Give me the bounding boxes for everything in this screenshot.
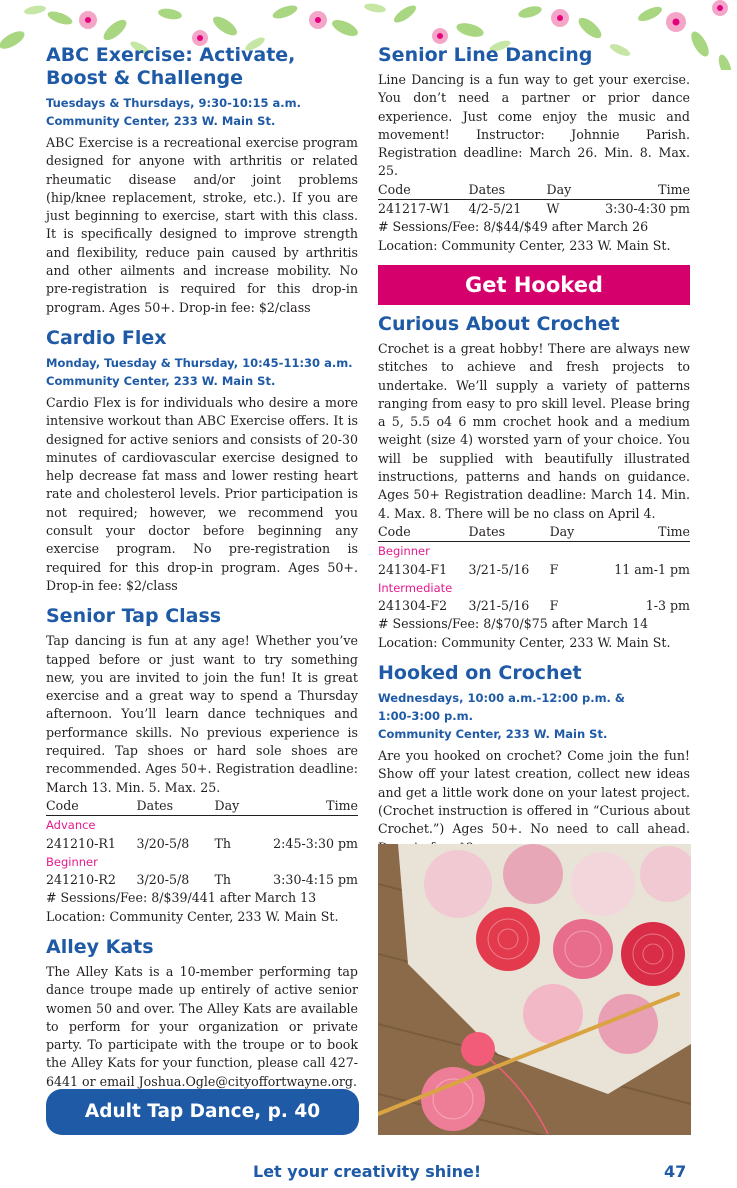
footer-tagline: Let your creativity shine! (253, 1162, 482, 1181)
cell-dates: 4/2-5/21 (468, 201, 522, 217)
cardio-flex-title: Cardio Flex (46, 326, 167, 349)
col-day: Day (550, 523, 603, 542)
hooked-crochet-schedule-afternoon: 1:00-3:00 p.m. (378, 709, 473, 724)
curious-crochet-description: Crochet is a great hobby! There are always new stitches to achieve and fresh projects to undertake. We’ll supply a variety of patterns ranging from easy to pro skill level. Please bring a 5, 5.5 o4 6 mm crochet hook and a medium weight (size 4) worsted yarn of your choice. You will be supplied with beautifully illustrated instructions, patterns and hands on guidance. Ages 50+ Registration deadline: March 14. Min. 4. Max. 8. There will be no class on April 4. (378, 340, 690, 521)
hooked-crochet-schedule: Wednesdays, 10:00 a.m.-12:00 p.m. & (378, 691, 625, 706)
hooked-crochet-section (378, 662, 690, 857)
cell-code: 241304-F1 (378, 561, 448, 577)
page-footer (0, 1159, 737, 1185)
hooked-crochet-location: Community Center, 233 W. Main St. (378, 727, 608, 742)
line-dancing-description: Line Dancing is a fun way to get your exercise. You don’t need a partner or prior dance experience. Just come enjoy the music and movement! Instructor: Johnnie Parish. Registration deadline: March 26. Min. 8. Max. 25. (378, 72, 690, 179)
cell-dates: 3/21-5/16 (468, 561, 530, 577)
curious-crochet-title: Curious About Crochet (378, 312, 620, 335)
line-dancing-schedule-table (378, 181, 690, 219)
get-hooked-banner: Get Hooked (378, 265, 690, 305)
right-column (378, 44, 690, 867)
cell-dates: 3/20-5/8 (136, 872, 190, 888)
cell-code: 241304-F2 (378, 598, 448, 614)
cardio-flex-section (46, 327, 358, 595)
left-column (46, 44, 358, 1101)
hooked-crochet-title: Hooked on Crochet (378, 662, 582, 685)
alley-kats-section (46, 936, 358, 1091)
cardio-flex-schedule: Monday, Tuesday & Thursday, 10:45-11:30 a.m. (46, 355, 353, 370)
col-code: Code (378, 523, 468, 542)
level-label: Advance (46, 818, 96, 833)
col-code: Code (46, 797, 136, 816)
curious-crochet-location: Location: Community Center, 233 W. Main St. (378, 634, 671, 650)
senior-tap-location: Location: Community Center, 233 W. Main St. (46, 908, 339, 924)
col-code: Code (378, 181, 468, 200)
table-row (46, 835, 358, 853)
cell-time: 11 am-1 pm (614, 561, 690, 577)
table-header-row (46, 797, 358, 816)
col-day: Day (214, 797, 258, 816)
cell-code: 241217-W1 (378, 201, 451, 217)
line-dancing-location: Location: Community Center, 233 W. Main St. (378, 237, 671, 253)
hooked-crochet-meta (378, 689, 690, 743)
senior-tap-description: Tap dancing is fun at any age! Whether you’ve tapped before or just want to try something new, you are invited to join the fun! It is great exercise and a great way to spend a Thursday afternoon. You’ll learn dance techniques and performance skills. No previous experience is required. Tap shoes or hard sole shoes are recommended. Ages 50+. Registration deadline: March 13. Min. 5. Max. 25. (46, 633, 358, 795)
senior-tap-section (46, 605, 358, 926)
cell-day: F (549, 598, 559, 614)
cell-code: 241210-R2 (46, 872, 116, 888)
line-dancing-fee: # Sessions/Fee: 8/$44/$49 after March 26 (378, 219, 649, 235)
col-time: Time (258, 797, 358, 816)
table-row (378, 200, 690, 219)
abc-exercise-location: Community Center, 233 W. Main St. (46, 114, 276, 128)
cell-time: 2:45-3:30 pm (273, 835, 358, 851)
cell-time: 3:30-4:30 pm (605, 201, 690, 217)
col-day: Day (546, 181, 590, 200)
col-dates: Dates (468, 181, 546, 200)
abc-exercise-meta (46, 94, 358, 130)
page-number: 47 (664, 1162, 687, 1181)
level-label: Beginner (46, 854, 98, 869)
table-row (46, 871, 358, 889)
adult-tap-dance-button[interactable]: Adult Tap Dance, p. 40 (46, 1089, 359, 1135)
senior-tap-schedule-table (46, 797, 358, 889)
cell-dates: 3/21-5/16 (468, 598, 530, 614)
col-dates: Dates (136, 797, 214, 816)
table-row (378, 561, 690, 579)
cardio-flex-meta (46, 354, 358, 390)
curious-crochet-section (378, 313, 690, 652)
abc-exercise-schedule: Tuesdays & Thursdays, 9:30-10:15 a.m. (46, 96, 301, 110)
cell-day: F (549, 561, 559, 577)
hooked-crochet-description: Are you hooked on crochet? Come join the fun! Show off your latest creation, collect new ideas and get a little work done on your latest project. (Crochet instruction is offered in “Curious about Crochet.”) Ages 50+. No need to call ahead. (378, 748, 690, 837)
table-row (378, 597, 690, 615)
table-header-row (378, 523, 690, 542)
cell-time: 3:30-4:15 pm (273, 872, 358, 888)
table-header-row (378, 181, 690, 200)
crochet-photo (378, 844, 691, 1135)
curious-crochet-schedule-table (378, 523, 690, 615)
line-dancing-section (378, 44, 690, 255)
col-time: Time (590, 181, 690, 200)
curious-crochet-fee: # Sessions/Fee: 8/$70/$75 after March 14 (378, 616, 649, 632)
senior-tap-fee: # Sessions/Fee: 8/$39/441 after March 13 (46, 890, 317, 906)
senior-tap-title: Senior Tap Class (46, 605, 222, 628)
cell-day: Th (214, 835, 231, 851)
cell-time: 1-3 pm (645, 598, 690, 614)
cell-code: 241210-R1 (46, 835, 116, 851)
cell-day: Th (214, 872, 231, 888)
cardio-flex-location: Community Center, 233 W. Main St. (46, 373, 276, 388)
line-dancing-title: Senior Line Dancing (378, 44, 593, 66)
abc-exercise-description: ABC Exercise is a recreational exercise program designed for anyone with arthritis or related rheumatic disease and/or joint problems (hip/knee replacement, stroke, etc.). If you are just beginning to exercise, start with this class. It is specifically designed to improve strength and flexibility, reduce pain caused by arthritis and other ailments and increase mobility. No pre-registration is required for this drop-in program. Ages 50+. Drop-in fee: $2/class (46, 135, 358, 315)
abc-exercise-title: ABC Exercise: Activate, Boost & Challenge (46, 44, 296, 89)
cell-day: W (546, 201, 560, 217)
level-label: Beginner (378, 544, 430, 559)
col-time: Time (603, 523, 690, 542)
abc-exercise-section (46, 44, 358, 317)
level-label: Intermediate (378, 580, 453, 595)
alley-kats-title: Alley Kats (46, 935, 154, 958)
cell-dates: 3/20-5/8 (136, 835, 190, 851)
col-dates: Dates (468, 523, 549, 542)
cardio-flex-description: Cardio Flex is for individuals who desire a more intensive workout than ABC Exercise offers. It is designed for active seniors and consists of 20-30 minutes of cardiovascular exercise designed to help decrease fat mass and lower resting heart rate and cholesterol levels. Prior participation is not required; however, we recommend you consult your doctor before beginning any exercise program. No pre-registration is required for this drop-in program. Ages 50+. Drop-in fee: $2/class (46, 394, 358, 593)
alley-kats-description: The Alley Kats is a 10-member performing tap dance troupe made up entirely of active senior women 50 and over. The Alley Kats are available to perform for your organization or private party. To participate with the troupe or to book the Alley Kats for your function, please call 427-6441 or email Joshua.Ogle@cityoffortwayne.org. (46, 963, 358, 1089)
